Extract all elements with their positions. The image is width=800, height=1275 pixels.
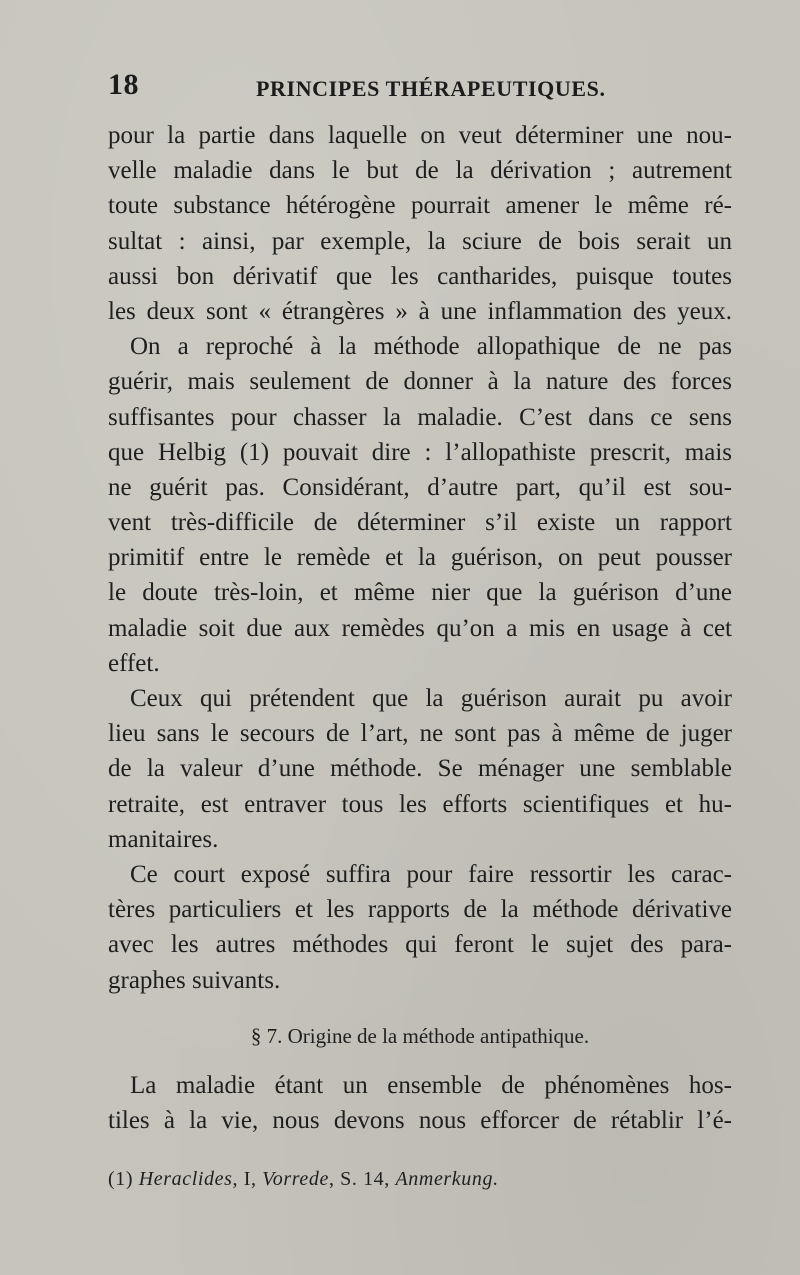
text-line: tiles à la vie, nous devons nous efforcer de rétablir l’é- — [108, 1107, 732, 1135]
footnote-note: Anmerkung. — [395, 1168, 499, 1190]
text-line: Ceux qui prétendent que la guérison aurait pu avoir — [130, 685, 732, 712]
text-line: tères particuliers et les rapports de la méthode dérivative — [108, 896, 732, 924]
running-title: PRINCIPES THÉRAPEUTIQUES. — [256, 76, 606, 101]
body-text — [108, 118, 732, 998]
footnote-page: , S. 14, — [328, 1168, 396, 1190]
section-heading: § 7. Origine de la méthode antipathique. — [250, 1024, 590, 1048]
text-line: lieu sans le secours de l’art, ne sont pas à même de juger — [108, 720, 732, 748]
footnote-part: Vorrede — [262, 1168, 329, 1190]
text-line: avec les autres méthodes qui feront le sujet des para- — [108, 931, 732, 959]
text-line: le doute très-loin, et même nier que la guérison d’une — [108, 579, 732, 607]
footnote-author: Heraclides — [138, 1168, 233, 1190]
page-number: 18 — [108, 68, 139, 101]
text-line: ne guérit pas. Considérant, d’autre part, qu’il est sou- — [108, 473, 732, 501]
text-line: toute substance hétérogène pourrait amener le même ré- — [108, 192, 732, 220]
page-header — [108, 68, 732, 108]
text-line: primitif entre le remède et la guérison, on peut pousser — [108, 544, 732, 572]
footnote-volume: , I, — [232, 1168, 263, 1190]
text-line: retraite, est entraver tous les efforts scientifiques et hu- — [108, 790, 732, 818]
footnote — [108, 1168, 732, 1191]
section-body — [108, 1068, 732, 1138]
text-line: On a reproché à la méthode allopathique de ne pas — [130, 333, 732, 361]
text-line: pour la partie dans laquelle on veut déterminer une nou- — [108, 122, 732, 149]
text-line: vent très-difficile de déterminer s’il existe un rapport — [108, 509, 732, 537]
text-line: de la valeur d’une méthode. Se ménager une semblable — [108, 755, 732, 783]
text-line: guérir, mais seulement de donner à la nature des forces — [108, 368, 732, 396]
text-line: les deux sont « étrangères » à une inflammation des yeux. — [108, 297, 732, 325]
text-line: velle maladie dans le but de la dérivation ; autrement — [108, 157, 732, 185]
text-line: suffisantes pour chasser la maladie. C’est dans ce sens — [108, 403, 732, 431]
text-line: effet. — [108, 649, 160, 677]
text-line: manitaires. — [108, 825, 219, 853]
text-line: sultat : ainsi, par exemple, la sciure de bois serait un — [108, 227, 732, 255]
footnote-marker: (1) — [108, 1168, 134, 1190]
text-line: graphes suivants. — [108, 966, 281, 994]
text-line: Ce court exposé suffira pour faire ressortir les carac- — [130, 860, 732, 888]
text-line: maladie soit due aux remèdes qu’on a mis en usage à cet — [108, 614, 732, 642]
text-line: La maladie étant un ensemble de phénomènes hos- — [130, 1072, 732, 1099]
text-line: aussi bon dérivatif que les cantharides, puisque toutes — [108, 262, 732, 290]
text-line: que Helbig (1) pouvait dire : l’allopathiste prescrit, mais — [108, 438, 732, 466]
